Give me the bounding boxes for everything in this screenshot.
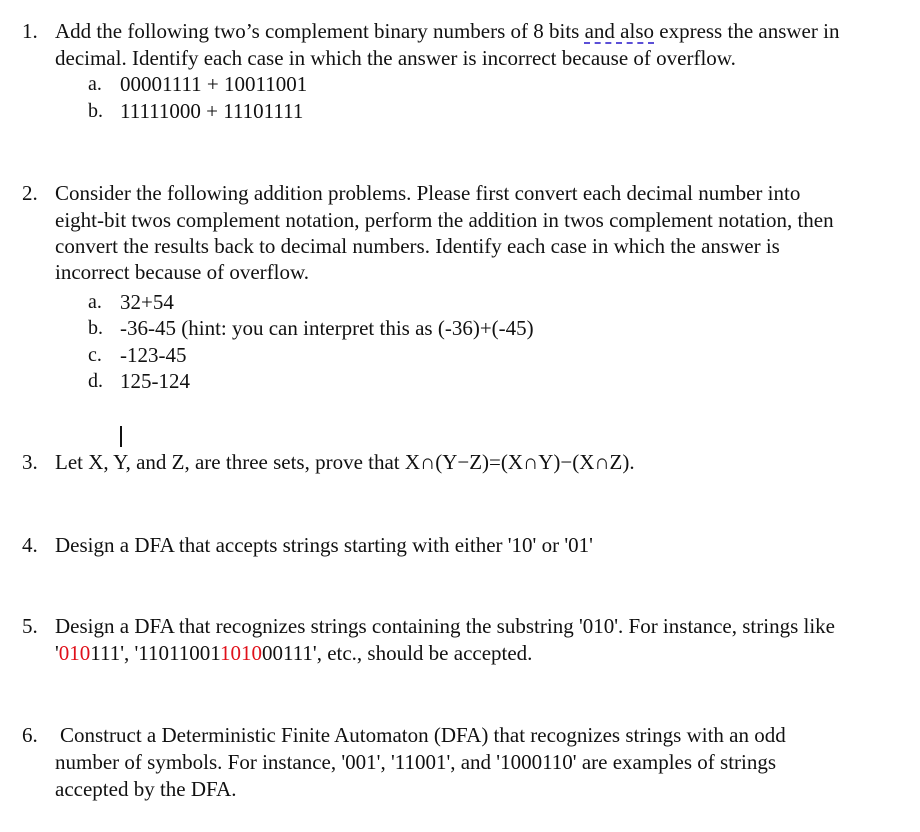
sub-item-text: 11111000 + 11101111 [120,99,304,123]
question-number: 3. [22,450,38,474]
text-cursor [120,426,122,447]
text-segment: ' [55,641,59,665]
question-text-line: Construct a Deterministic Finite Automaton (DFA) that recognizes strings with an odd [60,723,786,747]
sub-item-text: 125-124 [120,369,190,393]
question-text-line: Design a DFA that recognizes strings containing the substring '010'. For instance, strings like [55,614,835,638]
sub-item-text: -36-45 (hint: you can interpret this as (-36)+(-45) [120,316,534,340]
question-number: 5. [22,614,38,638]
text-segment: 111', '11011001 [90,641,220,665]
question-text-line: incorrect because of overflow. [55,260,310,284]
question-number: 2. [22,181,38,205]
question-text-line: Consider the following addition problems. Please first convert each decimal number into [55,181,801,205]
text-segment: express the answer in [654,19,840,43]
sub-item-text: 32+54 [120,290,174,314]
question-text-line: number of symbols. For instance, '001', '11001', and '1000110' are examples of strings [55,750,777,774]
sub-item-letter: b. [88,100,103,122]
question-text-line: Let X, Y, and Z, are three sets, prove that X∩(Y−Z)=(X∩Y)−(X∩Z). [55,450,635,474]
question-text-line: eight-bit twos complement notation, perform the addition in twos complement notation, then [55,208,834,232]
grammar-suggestion[interactable]: and also [584,19,654,43]
question-number: 6. [22,723,38,747]
question-text-line: Design a DFA that accepts strings starting with either '10' or '01' [55,533,593,557]
text-segment: Add the following two’s complement binary numbers of 8 bits [55,19,585,43]
question-text-line [55,18,839,44]
highlighted-substring: 1010 [219,641,262,665]
sub-item-letter: b. [88,317,103,339]
sub-item-letter: a. [88,73,102,95]
sub-item-text: -123-45 [120,343,187,367]
question-text-line: accepted by the DFA. [55,777,237,801]
highlighted-substring: 010 [58,641,91,665]
sub-item-text: 00001111 + 10011001 [120,72,308,96]
sub-item-letter: d. [88,370,103,392]
question-number: 4. [22,533,38,557]
text-segment: 00111', etc., should be accepted. [261,641,533,665]
question-number: 1. [22,19,38,43]
question-text-line: decimal. Identify each case in which the answer is incorrect because of overflow. [55,46,736,70]
question-text-line: convert the results back to decimal numbers. Identify each case in which the answer is [55,234,780,258]
sub-item-letter: c. [88,344,102,366]
example-strings-line [55,640,532,666]
sub-item-letter: a. [88,291,102,313]
